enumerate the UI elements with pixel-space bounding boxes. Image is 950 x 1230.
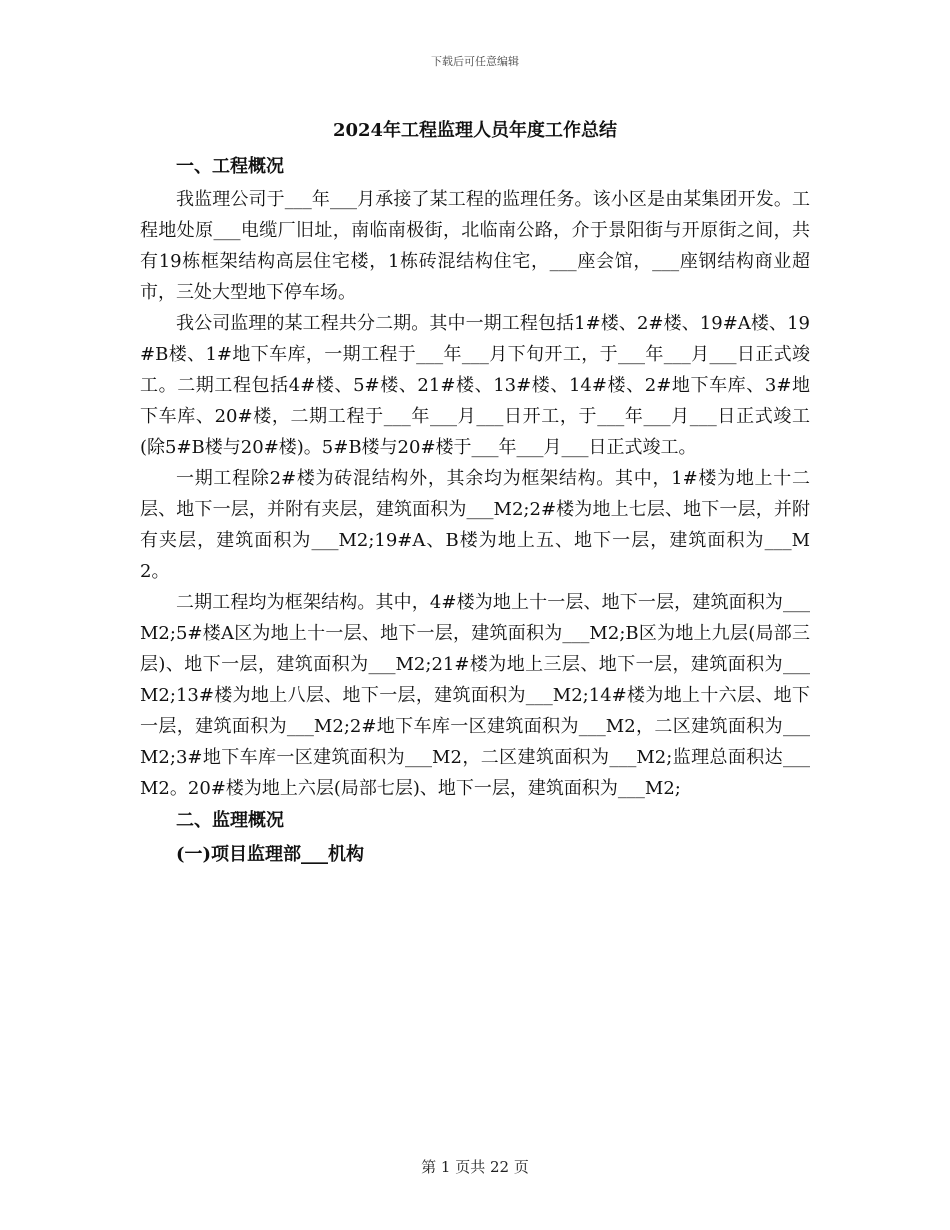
header-note: 下载后可任意编辑 (431, 55, 519, 68)
document-title: 2024年工程监理人员年度工作总结 (332, 120, 618, 141)
document-body (140, 150, 810, 872)
section-heading-supervision: 二、监理概况 (176, 810, 284, 831)
paragraph-2: 我公司监理的某工程共分二期。其中一期工程包括1#楼、2#楼、19#A楼、19#B楼、1#地下车库，一期工程于___年___月下旬开工，于___年___月___日正式竣工。二期工程包括4#楼、5#楼、21#楼、13#楼、14#楼、2#地下车库、3#地下车库、20#楼，二期工程于___年___月___日开工，于___年___月___日正式竣工(除5#B楼与20#楼)。5#B楼与20#楼于___年___月___日正式竣工。 (140, 313, 810, 458)
paragraph-4: 二期工程均为框架结构。其中，4#楼为地上十一层、地下一层，建筑面积为___M2;5#楼A区为地上十一层、地下一层，建筑面积为___M2;B区为地上九层(局部三层)、地下一层，建筑面积为___M2;21#楼为地上三层、地下一层，建筑面积为___M2;13#楼为地上八层、地下一层，建筑面积为___M2;14#楼为地上十六层、地下一层，建筑面积为___M2;2#地下车库一区建筑面积为___M2，二区建筑面积为___M2;3#地下车库一区建筑面积为___M2，二区建筑面积为___M2;监理总面积达___M2。20#楼为地上六层(局部七层)、地下一层，建筑面积为___M2; (140, 592, 810, 799)
footer-middle: 页共 (455, 1158, 486, 1176)
footer-current-page: 1 (440, 1158, 451, 1176)
paragraph-1: 我监理公司于___年___月承接了某工程的监理任务。该小区是由某集团开发。工程地处原___电缆厂旧址，南临南极街，北临南公路，介于景阳街与开原街之间，共有19栋框架结构高层住宅楼，1栋砖混结构住宅，___座会馆，___座钢结构商业超市，三处大型地下停车场。 (140, 189, 810, 303)
page-footer (0, 1156, 950, 1177)
footer-suffix: 页 (513, 1158, 529, 1176)
section-heading-overview: 一、工程概况 (176, 156, 284, 177)
footer-prefix: 第 (421, 1158, 437, 1176)
footer-total-pages: 22 (490, 1158, 510, 1176)
subsection-heading-organization: (一)项目监理部___机构 (176, 844, 365, 865)
paragraph-3: 一期工程除2#楼为砖混结构外，其余均为框架结构。其中，1#楼为地上十二层、地下一层，并附有夹层，建筑面积为___M2;2#楼为地上七层、地下一层，并附有夹层，建筑面积为___M2;19#A、B楼为地上五、地下一层，建筑面积为___M2。 (140, 468, 810, 582)
